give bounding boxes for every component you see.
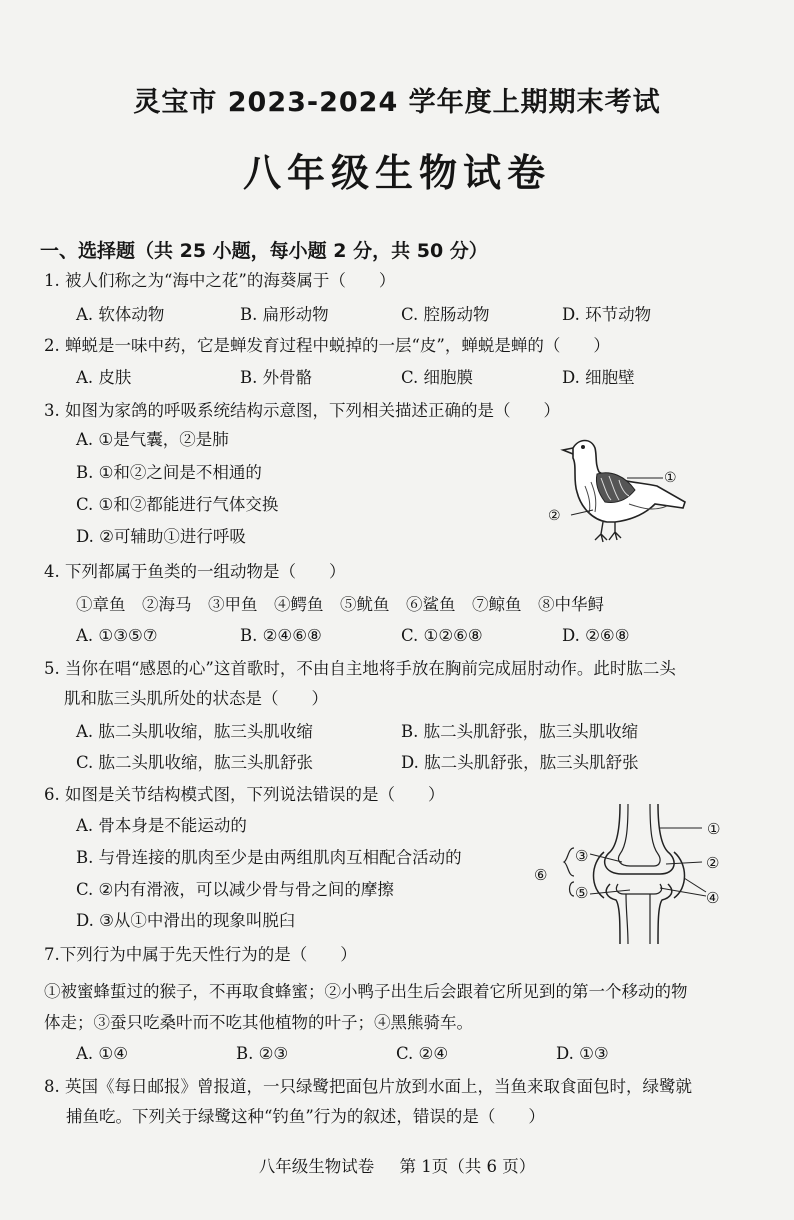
joint-label-5: ⑤ — [575, 884, 589, 902]
joint-label-2: ② — [706, 854, 720, 872]
question-3-stem: 3. 如图为家鸽的呼吸系统结构示意图，下列相关描述正确的是（ ） — [44, 401, 560, 420]
q5-option-a: A. 肱二头肌收缩，肱三头肌收缩 — [76, 722, 313, 741]
q5-option-d: D. 肱二头肌舒张，肱三头肌舒张 — [401, 753, 639, 772]
page-footer — [0, 1153, 794, 1177]
q7-option-c: C. ②④ — [396, 1044, 449, 1063]
footer-subject: 八年级生物试卷 — [258, 1157, 375, 1176]
exam-title: 灵宝市 2023-2024 学年度上期期末考试 — [133, 87, 661, 118]
q3-option-b: B. ①和②之间是不相通的 — [76, 463, 262, 482]
q6-option-a: A. 骨本身是不能运动的 — [76, 816, 247, 835]
joint-label-4: ④ — [706, 889, 720, 907]
question-5-stem-line2: 肌和肱三头肌所处的状态是（ ） — [64, 689, 328, 708]
question-8-stem-line2: 捕鱼吃。下列关于绿鹭这种“钓鱼”行为的叙述，错误的是（ ） — [66, 1107, 545, 1126]
q7-option-d: D. ①③ — [556, 1044, 609, 1063]
joint-label-3: ③ — [575, 847, 589, 865]
q2-option-b: B. 外骨骼 — [240, 368, 313, 387]
q5-option-b: B. 肱二头肌舒张，肱三头肌收缩 — [401, 722, 639, 741]
section-heading: 一、选择题（共 25 小题，每小题 2 分，共 50 分） — [40, 240, 488, 262]
q1-option-b: B. 扁形动物 — [240, 305, 329, 324]
question-4-stem: 4. 下列都属于鱼类的一组动物是（ ） — [44, 562, 346, 581]
q7-option-a: A. ①④ — [76, 1044, 128, 1063]
q3-option-a: A. ①是气囊，②是肺 — [76, 430, 229, 449]
q2-option-c: C. 细胞膜 — [401, 368, 474, 387]
footer-page-number: 第 1页（共 6 页） — [399, 1157, 536, 1176]
q1-option-c: C. 腔肠动物 — [401, 305, 490, 324]
exam-subtitle: 八年级生物试卷 — [242, 151, 551, 195]
q6-option-b: B. 与骨连接的肌肉至少是由两组肌肉互相配合活动的 — [76, 848, 462, 867]
q4-option-a: A. ①③⑤⑦ — [76, 626, 158, 645]
q2-option-d: D. 细胞壁 — [562, 368, 635, 387]
question-6-stem: 6. 如图是关节结构模式图，下列说法错误的是（ ） — [44, 785, 445, 804]
question-7-stem: 7.下列行为中属于先天性行为的是（ ） — [44, 945, 357, 964]
question-4-animal-list: ①章鱼 ②海马 ③甲鱼 ④鳄鱼 ⑤鱿鱼 ⑥鲨鱼 ⑦鲸鱼 ⑧中华鲟 — [76, 595, 604, 614]
joint-label-1: ① — [707, 820, 721, 838]
question-2-stem: 2. 蝉蜕是一味中药，它是蝉发育过程中蜕掉的一层“皮”，蝉蜕是蝉的（ ） — [44, 336, 610, 355]
joint-label-6: ⑥ — [534, 866, 548, 884]
question-1-stem: 1. 被人们称之为“海中之花”的海葵属于（ ） — [44, 271, 396, 290]
question-8-stem-line1: 8. 英国《每日邮报》曾报道，一只绿鹭把面包片放到水面上，当鱼来取食面包时，绿鹭就 — [44, 1077, 692, 1096]
question-7-text-line2: 体走；③蚕只吃桑叶而不吃其他植物的叶子；④黑熊骑车。 — [44, 1013, 473, 1032]
question-7-text-line1: ①被蜜蜂蜇过的猴子，不再取食蜂蜜；②小鸭子出生后会跟着它所见到的第一个移动的物 — [44, 982, 688, 1001]
q4-option-c: C. ①②⑥⑧ — [401, 626, 483, 645]
pigeon-label-2: ② — [548, 508, 561, 524]
q6-option-c: C. ②内有滑液，可以减少骨与骨之间的摩擦 — [76, 880, 394, 899]
q2-option-a: A. 皮肤 — [76, 368, 132, 387]
q6-option-d: D. ③从①中滑出的现象叫脱臼 — [76, 911, 296, 930]
q5-option-c: C. 肱二头肌收缩，肱三头肌舒张 — [76, 753, 314, 772]
q4-option-b: B. ②④⑥⑧ — [240, 626, 322, 645]
q1-option-d: D. 环节动物 — [562, 305, 652, 324]
q7-option-b: B. ②③ — [236, 1044, 289, 1063]
pigeon-label-1: ① — [664, 470, 677, 486]
question-5-stem-line1: 5. 当你在唱“感恩的心”这首歌时，不由自主地将手放在胸前完成屈肘动作。此时肱二头 — [44, 659, 676, 678]
q1-option-a: A. 软体动物 — [76, 305, 165, 324]
q3-option-c: C. ①和②都能进行气体交换 — [76, 495, 279, 514]
q3-option-d: D. ②可辅助①进行呼吸 — [76, 527, 246, 546]
q4-option-d: D. ②⑥⑧ — [562, 626, 630, 645]
joint-structure-figure — [560, 802, 710, 947]
